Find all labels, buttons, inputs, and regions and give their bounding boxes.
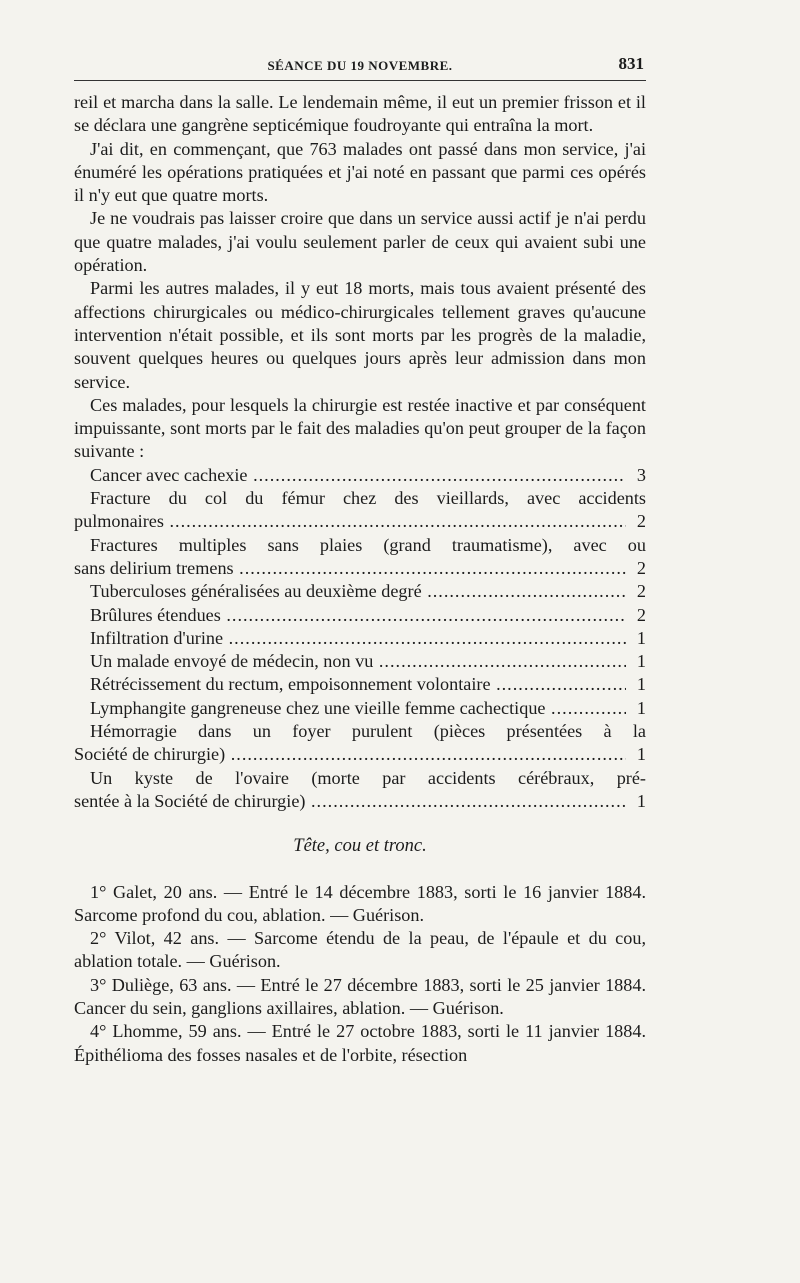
cause-row bbox=[74, 627, 646, 650]
cause-label: Tuberculoses généralisées au deuxième degré ..... bbox=[74, 580, 626, 603]
cause-label: pulmonaires ..... bbox=[74, 510, 626, 533]
cause-label: Un malade envoyé de médecin, non vu ..... bbox=[74, 650, 626, 673]
cause-label: sentée à la Société de chirurgie) ..... bbox=[74, 790, 626, 813]
death-count: 1 bbox=[636, 790, 646, 811]
paragraph: Ces malades, pour lesquels la chirurgie est restée inactive et par conséquent impuissante, sont morts par le fait des maladies qu'on peut grouper de la façon suivante : bbox=[74, 394, 646, 462]
case-entry: 2° Vilot, 42 ans. — Sarcome étendu de la peau, de l'épaule et du cou, ablation totale. — Guérison. bbox=[74, 928, 646, 972]
cause-item bbox=[74, 767, 646, 814]
paragraph: Je ne voudrais pas laisser croire que dans un service aussi actif je n'ai perdu que quatre malades, j'ai voulu seulement parler de ceux qui avaient subi une opération. bbox=[74, 208, 646, 276]
cause-row bbox=[74, 580, 646, 603]
causes-of-death-list bbox=[74, 464, 646, 813]
death-count: 2 bbox=[636, 557, 646, 578]
running-title: SÉANCE DU 19 NOVEMBRE. bbox=[267, 58, 453, 73]
running-head bbox=[74, 52, 646, 81]
cause-label: sans delirium tremens ..... bbox=[74, 557, 626, 580]
cause-item bbox=[74, 650, 646, 673]
death-count: 2 bbox=[636, 581, 646, 602]
case-entry: 4° Lhomme, 59 ans. — Entré le 27 octobre 1883, sorti le 11 janvier 1884. Épithélioma des fosses nasales et de l'orbite, résection bbox=[74, 1021, 646, 1065]
cause-label-line: Hémorragie dans un foyer purulent (pièces présentées à la bbox=[90, 721, 646, 742]
cause-label: Rétrécissement du rectum, empoisonnement volontaire ..... bbox=[74, 673, 626, 696]
page-number: 831 bbox=[618, 54, 644, 73]
cause-item bbox=[74, 697, 646, 720]
death-count: 1 bbox=[636, 651, 646, 672]
cause-row bbox=[74, 557, 646, 580]
cause-item bbox=[74, 487, 646, 534]
cause-label: Infiltration d'urine ..... bbox=[74, 627, 626, 650]
cause-row bbox=[74, 673, 646, 696]
death-count: 2 bbox=[636, 511, 646, 532]
cause-item bbox=[74, 464, 646, 487]
cause-item bbox=[74, 534, 646, 581]
book-page bbox=[74, 52, 646, 1067]
death-count: 1 bbox=[636, 627, 646, 648]
death-count: 1 bbox=[636, 697, 646, 718]
cause-item bbox=[74, 627, 646, 650]
cause-row bbox=[74, 510, 646, 533]
cause-row bbox=[74, 790, 646, 813]
cause-row bbox=[74, 604, 646, 627]
cause-label-line: Fracture du col du fémur chez des vieillards, avec accidents bbox=[90, 488, 646, 509]
paragraph: J'ai dit, en commençant, que 763 malades ont passé dans mon service, j'ai énuméré les opérations pratiquées et j'ai noté en passant que parmi ces opérés il n'y eut que quatre morts. bbox=[74, 138, 646, 206]
section-heading: Tête, cou et tronc. bbox=[293, 836, 427, 857]
body-text bbox=[74, 91, 646, 1067]
cause-row bbox=[74, 464, 646, 487]
cause-item bbox=[74, 604, 646, 627]
cause-label-line: Fractures multiples sans plaies (grand traumatisme), avec ou bbox=[90, 534, 646, 555]
cause-label: Cancer avec cachexie ..... bbox=[74, 464, 626, 487]
cause-label: Brûlures étendues ..... bbox=[74, 604, 626, 627]
paragraph: reil et marcha dans la salle. Le lendemain même, il eut un premier frisson et il se déclara une gangrène septicémique foudroyante qui entraîna la mort. bbox=[74, 92, 646, 136]
death-count: 3 bbox=[636, 464, 646, 485]
cause-row bbox=[74, 743, 646, 766]
death-count: 1 bbox=[636, 744, 646, 765]
cause-item bbox=[74, 673, 646, 696]
case-entry: 3° Duliège, 63 ans. — Entré le 27 décembre 1883, sorti le 25 janvier 1884. Cancer du sein, ganglions axillaires, ablation. — Guérison. bbox=[74, 974, 646, 1018]
cause-label-line: Un kyste de l'ovaire (morte par accidents cérébraux, pré- bbox=[90, 767, 646, 788]
cause-label: Lymphangite gangreneuse chez une vieille femme cachectique ..... bbox=[74, 697, 626, 720]
case-entry: 1° Galet, 20 ans. — Entré le 14 décembre 1883, sorti le 16 janvier 1884. Sarcome profond du cou, ablation. — Guérison. bbox=[74, 881, 646, 925]
death-count: 2 bbox=[636, 604, 646, 625]
death-count: 1 bbox=[636, 674, 646, 695]
cause-row bbox=[74, 697, 646, 720]
cause-item bbox=[74, 720, 646, 767]
cause-label: Société de chirurgie) ..... bbox=[74, 743, 626, 766]
paragraph: Parmi les autres malades, il y eut 18 morts, mais tous avaient présenté des affections chirurgicales ou médico-chirurgicales tellement graves qu'aucune intervention n'était possible, et ils sont morts par les progrès de la maladie, souvent quelques heures ou quelques jours après leur admission dans mon service. bbox=[74, 278, 646, 392]
cause-row bbox=[74, 650, 646, 673]
cause-item bbox=[74, 580, 646, 603]
